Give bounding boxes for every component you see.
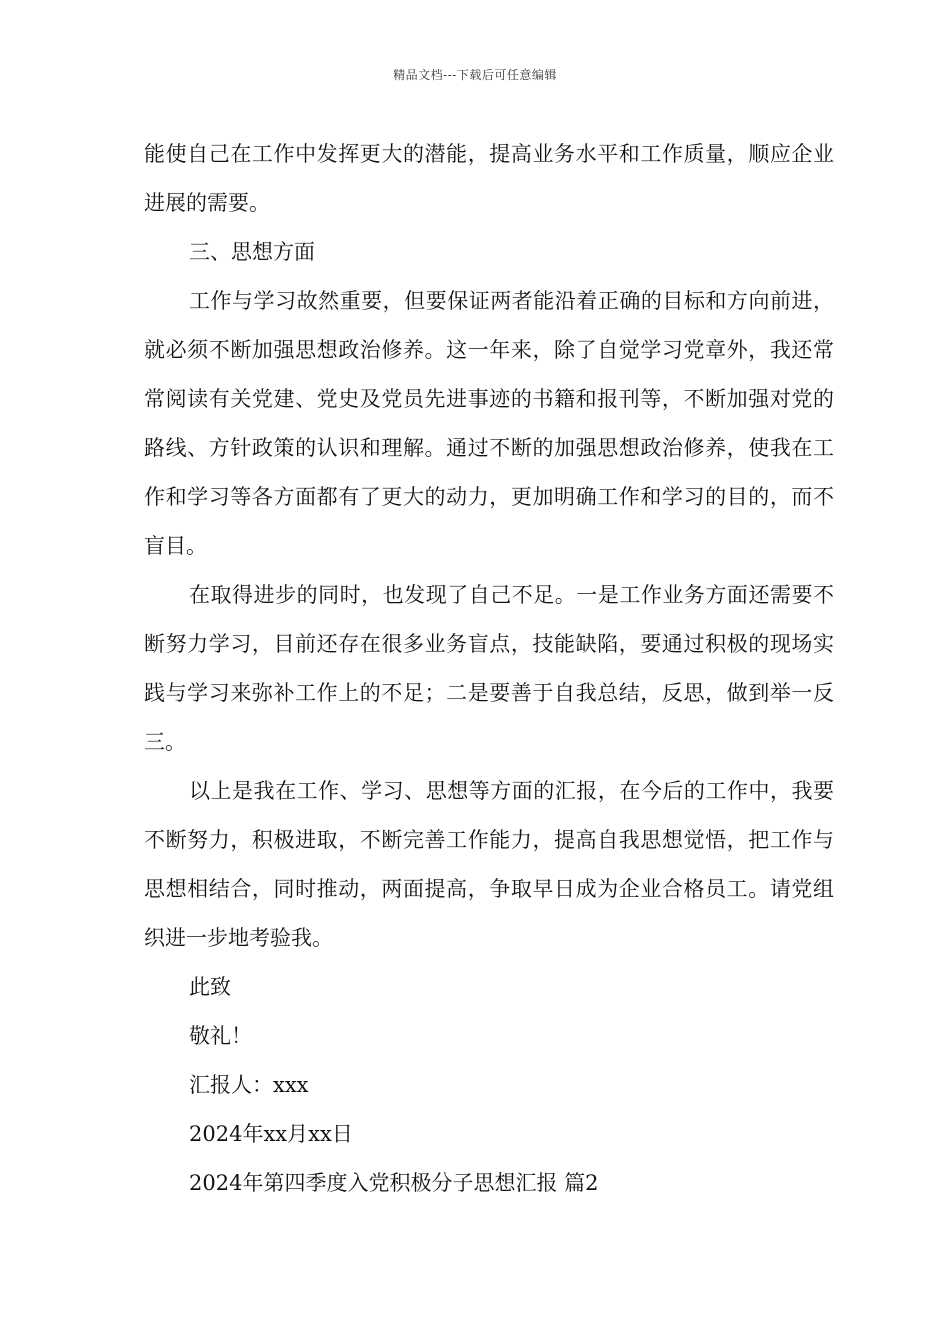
section-heading: 三、思想方面 bbox=[189, 240, 315, 264]
closing-regards: 敬礼！ bbox=[189, 1024, 252, 1048]
page-header: 精品文档---下载后可任意编辑 bbox=[393, 68, 557, 82]
reporter-line: 汇报人：xxx bbox=[189, 1073, 309, 1097]
closing-salutation: 此致 bbox=[189, 975, 231, 999]
paragraph-continuation: 能使自己在工作中发挥更大的潜能，提高业务水平和工作质量，顺应企业进展的需要。 bbox=[144, 142, 834, 215]
document-body bbox=[144, 130, 834, 1208]
date-line: 2024年xx月xx日 bbox=[189, 1122, 353, 1146]
next-article-title: 2024年第四季度入党积极分子思想汇报 篇2 bbox=[189, 1171, 599, 1195]
paragraph-shortcomings: 在取得进步的同时，也发现了自己不足。一是工作业务方面还需要不断努力学习，目前还存在很多业务盲点，技能缺陷，要通过积极的现场实践与学习来弥补工作上的不足；二是要善于自我总结，反思，做到举一反三。 bbox=[144, 583, 834, 754]
paragraph-thought: 工作与学习故然重要，但要保证两者能沿着正确的目标和方向前进，就必须不断加强思想政治修养。这一年来，除了自觉学习党章外，我还常常阅读有关党建、党史及党员先进事迹的书籍和报刊等，不断加强对党的路线、方针政策的认识和理解。通过不断的加强思想政治修养，使我在工作和学习等各方面都有了更大的动力，更加明确工作和学习的目的，而不盲目。 bbox=[144, 289, 834, 558]
paragraph-summary: 以上是我在工作、学习、思想等方面的汇报，在今后的工作中，我要不断努力，积极进取，不断完善工作能力，提高自我思想觉悟，把工作与思想相结合，同时推动，两面提高，争取早日成为企业合格员工。请党组织进一步地考验我。 bbox=[144, 779, 834, 950]
